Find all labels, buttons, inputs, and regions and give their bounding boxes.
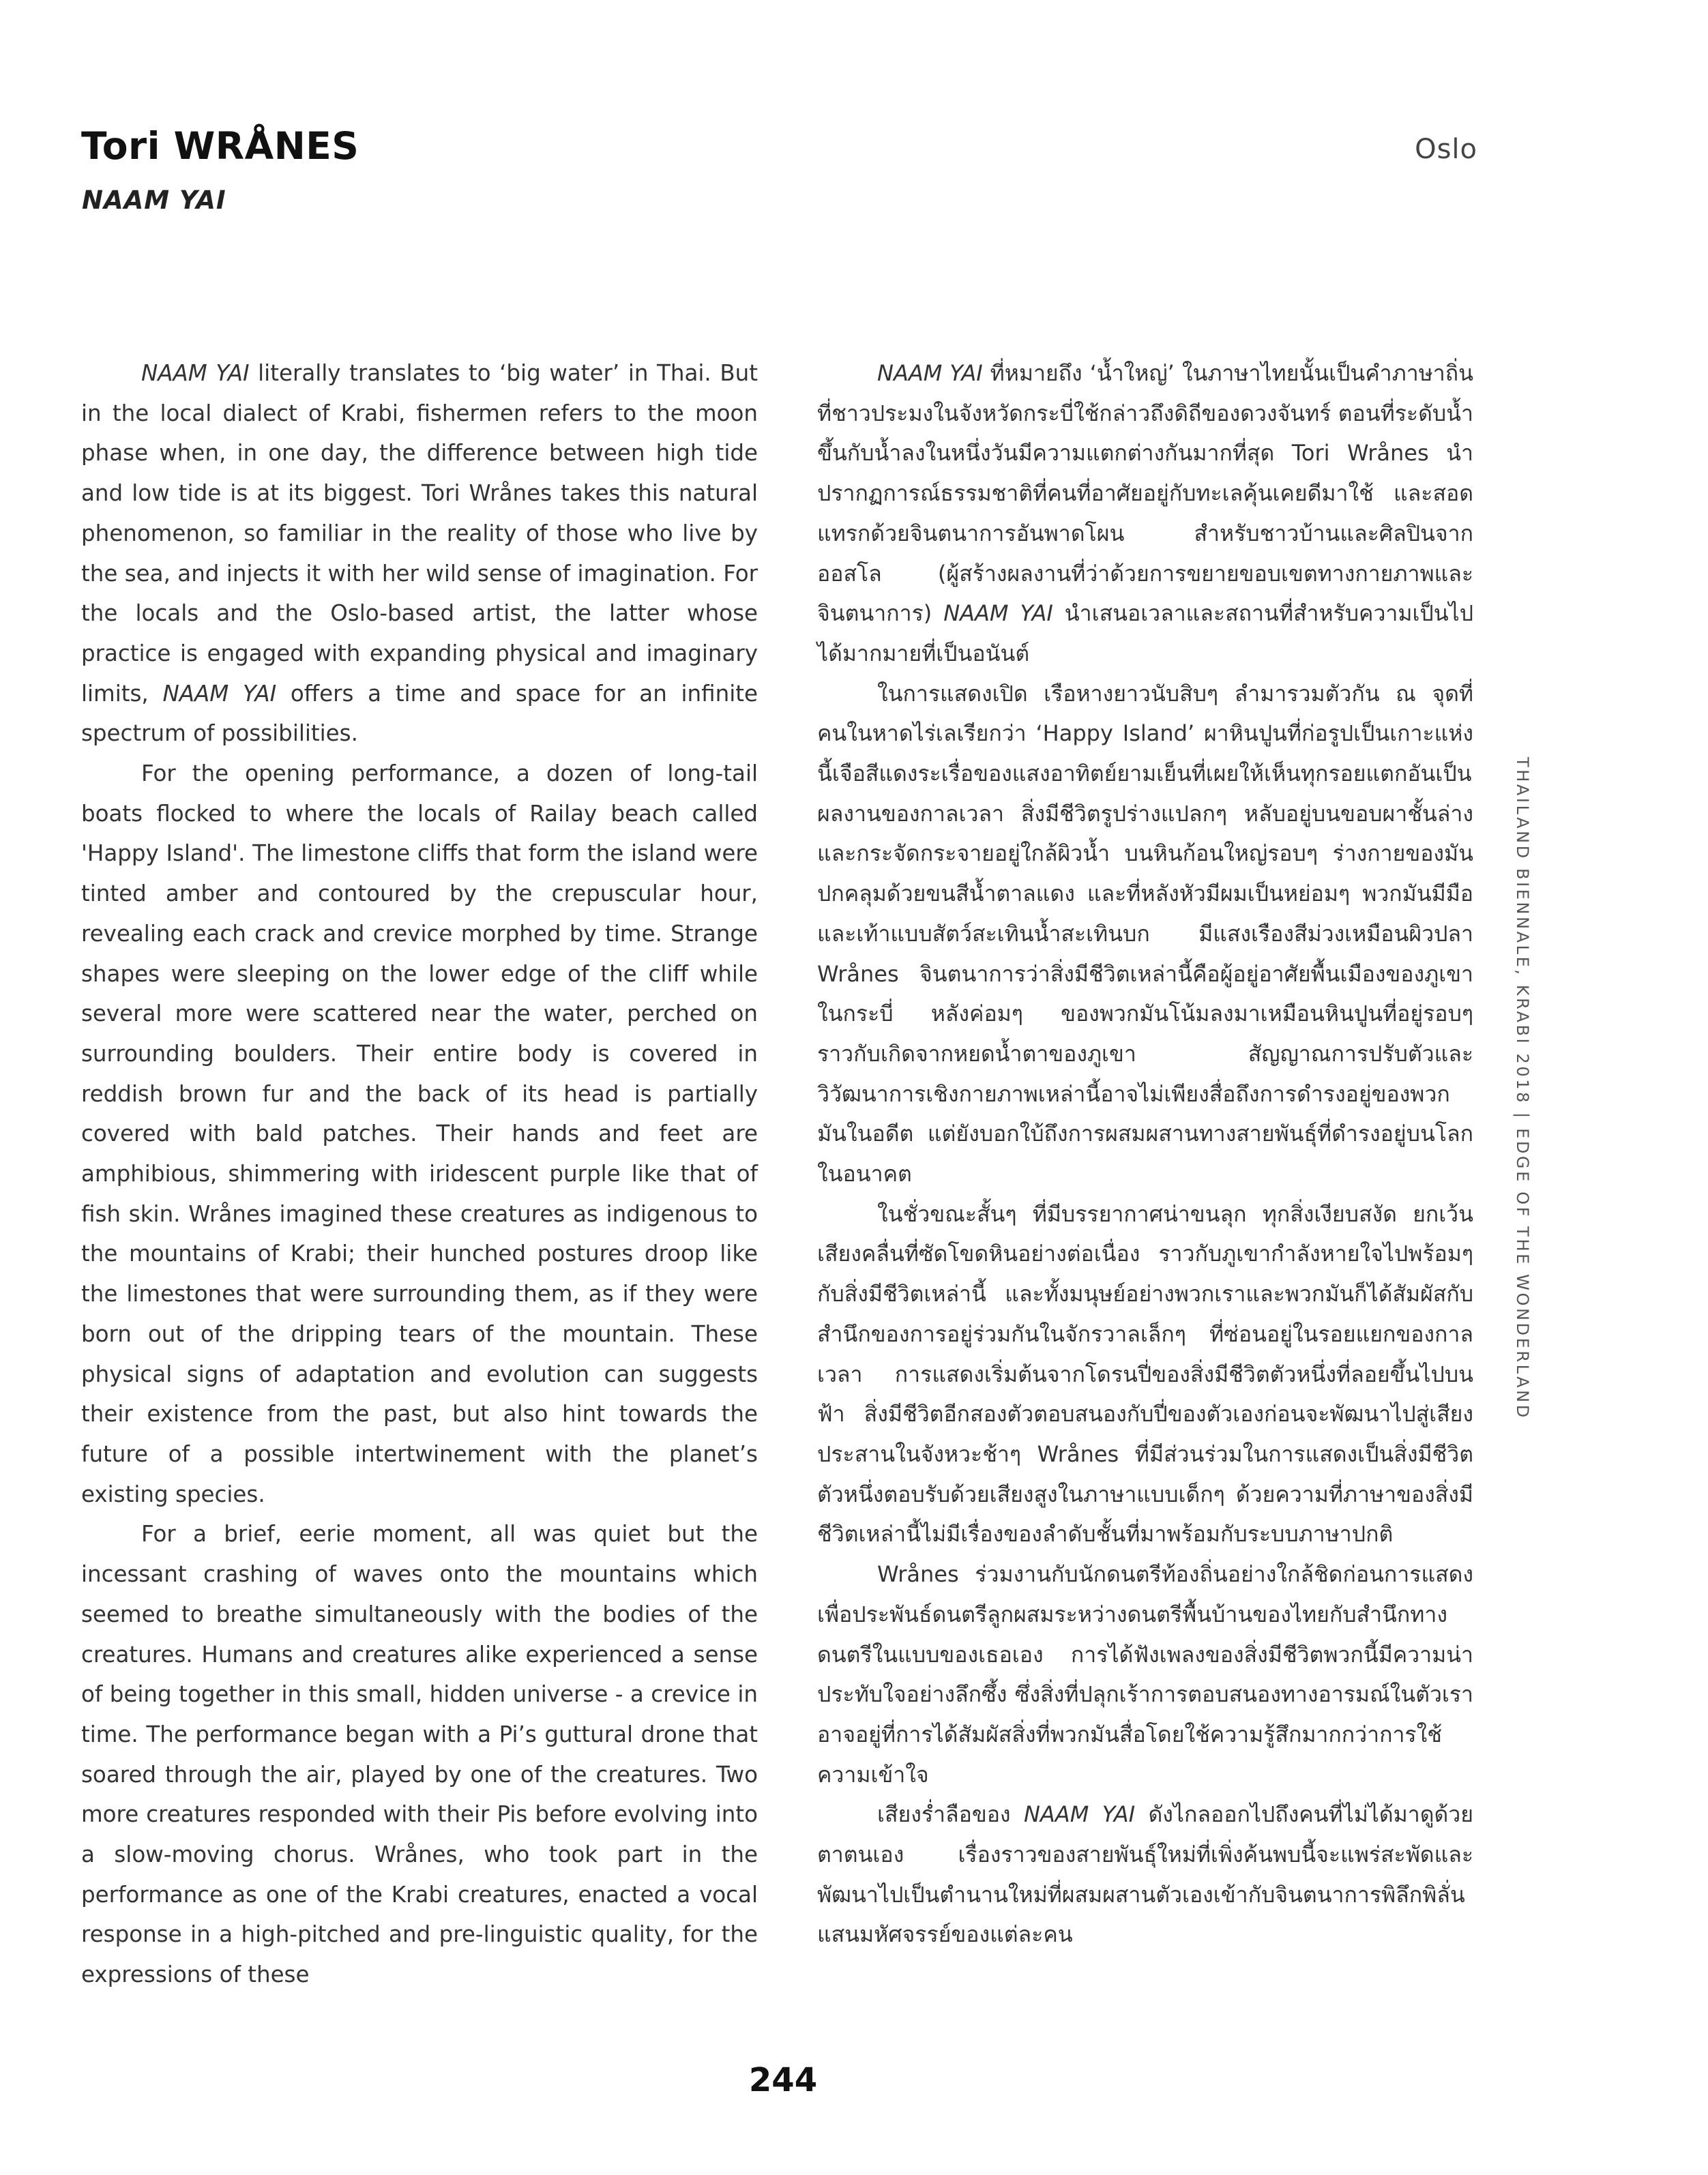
work-title: NAAM YAI: [82, 186, 226, 215]
thai-paragraph-1-text-b: นำเสนอเวลาและสถานที่สำหรับความเป็นไปได้มากมายที่เป็นอนันต์: [817, 600, 1474, 666]
english-paragraph-3: For a brief, eerie moment, all was quiet but the incessant crashing of waves onto the mountains which seemed to breathe simultaneously with the bodies of the creatures. Humans and creatures alike experienced a sense of being together in this small, hidden universe - a crevice in time. The performance began with a Pi’s guttural drone that soared through the air, played by one of the creatures. Two more creatures responded with their Pis before evolving into a slow-moving chorus. Wrånes, who took part in the performance as one of the Krabi creatures, enacted a vocal response in a high-pitched and pre-linguistic quality, for the expressions of these: [81, 1521, 758, 1988]
english-text-column: [81, 353, 758, 1995]
work-title-inline: NAAM YAI: [141, 360, 250, 386]
thai-paragraph-1: [817, 353, 1473, 674]
english-paragraph-1-text-b: offers a time and space for an infinite spectrum of possibilities.: [81, 680, 758, 747]
artist-city: Oslo: [1415, 134, 1477, 165]
english-paragraph-2: For the opening performance, a dozen of long-tail boats flocked to where the locals of Railay beach called 'Happy Island'. The limestone cliffs that form the island were tinted amber and contoured by the crepuscular hour, revealing each crack and crevice morphed by time. Strange shapes were sleeping on the lower edge of the cliff while several more were scattered near the water, perched on surrounding boulders. Their entire body is covered in reddish brown fur and the back of its head is partially covered with bald patches. Their hands and feet are amphibious, shimmering with iridescent purple like that of fish skin. Wrånes imagined these creatures as indigenous to the mountains of Krabi; their hunched postures droop like the limestones that were surrounding them, as if they were born out of the dripping tears of the mountain. These physical signs of adaptation and evolution can suggests their existence from the past, but also hint towards the future of a possible intertwinement with the planet’s existing species.: [81, 760, 758, 1507]
thai-paragraph-2: ในการแสดงเปิด เรือหางยาวนับสิบๆ ลำมารวมตัวกัน ณ จุดที่คนในหาดไร่เลเรียกว่า ‘Happy Island’ ผาหินปูนที่ก่อรูปเป็นเกาะแห่งนี้เจือสีแดงระเรื่อของแสงอาทิตย์ยามเย็นที่เผยให้เห็นทุกรอยแตกอันเป็นผลงานของกาลเวลา สิ่งมีชีวิตรูปร่างแปลกๆ หลับอยู่บนขอบผาชั้นล่าง และกระจัดกระจายอยู่ใกล้ผิวน้ำ บนหินก้อนใหญ่รอบๆ ร่างกายของมันปกคลุมด้วยขนสีน้ำตาลแดง และที่หลังหัวมีผมเป็นหย่อมๆ พวกมันมีมือและเท้าแบบสัตว์สะเทินน้ำสะเทินบก มีแสงเรืองสีม่วงเหมือนผิวปลา Wrånes จินตนาการว่าสิ่งมีชีวิตเหล่านี้คือผู้อยู่อาศัยพื้นเมืองของภูเขาในกระบี่ หลังค่อมๆ ของพวกมันโน้มลงมาเหมือนหินปูนที่อยู่รอบๆ ราวกับเกิดจากหยดน้ำตาของภูเขา สัญญาณการปรับตัวและวิวัฒนาการเชิงกายภาพเหล่านี้อาจไม่เพียงสื่อถึงการดำรงอยู่ของพวกมันในอดีต แต่ยังบอกใบ้ถึงการผสมผสานทางสายพันธุ์ที่ดำรงอยู่บนโลกในอนาคต: [817, 680, 1473, 1187]
page-number: 244: [748, 2061, 818, 2099]
english-paragraph-1: [81, 353, 758, 754]
running-header-vertical: THAILAND BIENNALE, KRABI 2018 | EDGE OF THE WONDERLAND: [1513, 757, 1532, 1420]
thai-paragraph-5-text-a: เสียงร่ำลือของ: [877, 1801, 1024, 1828]
english-paragraph-1-text-a: literally translates to ‘big water’ in Thai. But in the local dialect of Krabi, fishermen refers to the moon phase when, in one day, the difference between high tide and low tide is at its biggest. Tori Wrånes takes this natural phenomenon, so familiar in the reality of those who live by the sea, and injects it with her wild sense of imagination. For the locals and the Oslo-based artist, the latter whose practice is engaged with expanding physical and imaginary limits,: [81, 360, 758, 707]
thai-text-column: [817, 353, 1473, 1955]
thai-paragraph-3: ในชั่วขณะสั้นๆ ที่มีบรรยากาศน่าขนลุก ทุกสิ่งเงียบสงัด ยกเว้นเสียงคลื่นที่ซัดโขดหินอย่างต่อเนื่อง ราวกับภูเขากำลังหายใจไปพร้อมๆ กับสิ่งมีชีวิตเหล่านี้ และทั้งมนุษย์อย่างพวกเราและพวกมันก็ได้สัมผัสกับสำนึกของการอยู่ร่วมกันในจักรวาลเล็กๆ ที่ซ่อนอยู่ในรอยแยกของกาลเวลา การแสดงเริ่มต้นจากโดรนปี่ของสิ่งมีชีวิตตัวหนึ่งที่ลอยขึ้นไปบนฟ้า สิ่งมีชีวิตอีกสองตัวตอบสนองกับปี่ของตัวเองก่อนจะพัฒนาไปสู่เสียงประสานในจังหวะช้าๆ Wrånes ที่มีส่วนร่วมในการแสดงเป็นสิ่งมีชีวิตตัวหนึ่งตอบรับด้วยเสียงสูงในภาษาแบบเด็กๆ ด้วยความที่ภาษาของสิ่งมีชีวิตเหล่านี้ไม่มีเรื่องของลำดับชั้นที่มาพร้อมกับระบบภาษาปกติ: [817, 1200, 1473, 1548]
thai-paragraph-5-text-b: ดังไกลออกไปถึงคนที่ไม่ได้มาดูด้วยตาตนเอง เรื่องราวของสายพันธุ์ใหม่ที่เพิ่งค้นพบนี้จะแพร่สะพัดและพัฒนาไปเป็นตำนานใหม่ที่ผสมผสานตัวเองเข้ากับจินตนาการพิลึกพิลั่นแสนมหัศจรรย์ของแต่ละคน: [817, 1801, 1474, 1948]
work-title-inline: NAAM YAI: [877, 360, 983, 386]
thai-paragraph-1-text-a: ที่หมายถึง ‘น้ำใหญ่’ ในภาษาไทยนั้นเป็นคำภาษาถิ่นที่ชาวประมงในจังหวัดกระบี่ใช้กล่าวถึงดิถีของดวงจันทร์ ตอนที่ระดับน้ำขึ้นกับน้ำลงในหนึ่งวันมีความแตกต่างกันมากที่สุด Tori Wrånes นำปรากฏการณ์ธรรมชาติที่คนที่อาศัยอยู่กับทะเลคุ้นเคยดีมาใช้ และสอดแทรกด้วยจินตนาการอันพาดโผน สำหรับชาวบ้านและศิลปินจากออสโล (ผู้สร้างผลงานที่ว่าด้วยการขยายขอบเขตทางกายภาพและจินตนาการ): [817, 360, 1474, 627]
artist-name: Tori WRÅNES: [81, 124, 359, 168]
work-title-inline: NAAM YAI: [943, 600, 1053, 627]
work-title-inline: NAAM YAI: [162, 680, 277, 707]
thai-paragraph-4: Wrånes ร่วมงานกับนักดนตรีท้องถิ่นอย่างใกล้ชิดก่อนการแสดงเพื่อประพันธ์ดนตรีลูกผสมระหว่างดนตรีพื้นบ้านของไทยกับสำนึกทางดนตรีในแบบของเธอเอง การได้ฟังเพลงของสิ่งมีชีวิตพวกนี้มีความน่าประทับใจอย่างลึกซึ้ง ซึ่งสิ่งที่ปลุกเร้าการตอบสนองทางอารมณ์ในตัวเราอาจอยู่ที่การได้สัมผัสสิ่งที่พวกมันสื่อโดยใช้ความรู้สึกมากกว่าการใช้ความเข้าใจ: [817, 1561, 1473, 1788]
thai-paragraph-5: [817, 1794, 1473, 1955]
work-title-inline: NAAM YAI: [1023, 1801, 1136, 1828]
